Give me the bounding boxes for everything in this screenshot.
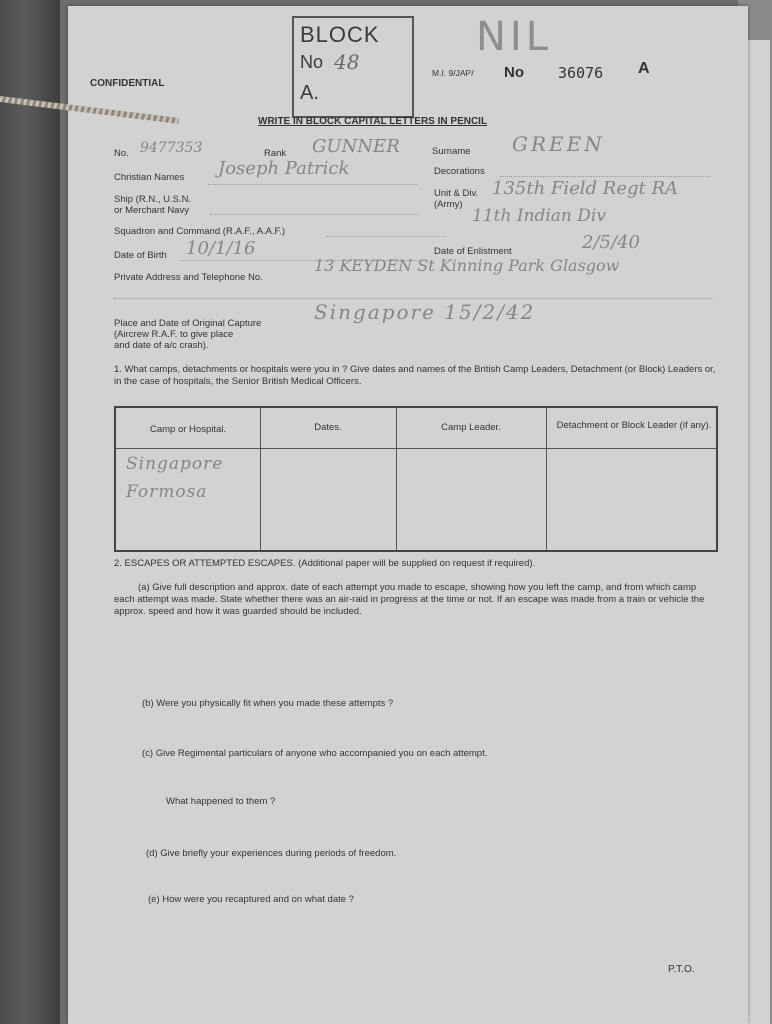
form-suffix: A <box>638 60 650 77</box>
camps-table <box>114 406 718 552</box>
number-label: No <box>504 64 524 81</box>
capture-value: Singapore 15/2/42 <box>314 300 536 324</box>
ship-label-1: Ship (R.N., U.S.N. <box>114 194 192 205</box>
table-header-detachment: Detachment or Block Leader (if any). <box>556 420 712 431</box>
ship-rule <box>210 214 420 215</box>
dob-label: Date of Birth <box>114 250 167 261</box>
decorations-rule <box>500 176 710 177</box>
rank-value: GUNNER <box>312 136 400 157</box>
address-value: 13 KEYDEN St Kinning Park Glasgow <box>314 256 620 275</box>
mi-reference: M.I. 9/JAP/ <box>432 68 474 78</box>
question-2e: (e) How were you recaptured and on what date ? <box>148 894 354 905</box>
unit-value-1: 135th Field Regt RA <box>492 178 679 199</box>
address-rule <box>114 298 714 299</box>
unit-label-1: Unit & Div. <box>434 188 479 199</box>
christian-names-rule <box>208 184 418 185</box>
unit-value-2: 11th Indian Div <box>472 206 606 226</box>
block-number: 48 <box>334 50 360 74</box>
confidential-label: CONFIDENTIAL <box>90 78 165 89</box>
table-header-dates: Dates. <box>314 422 342 433</box>
table-divider <box>546 408 547 550</box>
dob-value: 10/1/16 <box>186 238 256 259</box>
enlistment-value: 2/5/40 <box>582 232 640 253</box>
question-2: 2. ESCAPES OR ATTEMPTED ESCAPES. (Additional paper will be supplied on request if required). <box>114 558 536 569</box>
block-letter: A. <box>300 82 319 104</box>
form-sheet <box>68 6 748 1024</box>
surname-label: Surname <box>432 146 471 157</box>
table-entry: Singapore <box>126 454 224 474</box>
block-no-label: No <box>300 52 324 72</box>
block-stamp <box>292 16 414 118</box>
christian-names-label: Christian Names <box>114 172 185 183</box>
nil-annotation: NIL <box>476 14 553 60</box>
capture-label-1: Place and Date of Original Capture <box>114 318 262 329</box>
rank-label: Rank <box>264 148 287 159</box>
binder-cover <box>0 0 60 1024</box>
decorations-label: Decorations <box>434 166 485 177</box>
no-label: No. <box>114 148 129 159</box>
surname-value: GREEN <box>512 132 605 156</box>
question-2c-followup: What happened to them ? <box>166 796 276 807</box>
capture-label-3: and date of a/c crash). <box>114 340 209 351</box>
unit-label-2: (Army) <box>434 199 463 210</box>
capture-label-2: (Aircrew R.A.F. to give place <box>114 329 234 340</box>
question-2b: (b) Were you physically fit when you made these attempts ? <box>142 698 394 709</box>
table-header-rule <box>116 448 716 449</box>
no-value: 9477353 <box>140 140 203 156</box>
question-2a: (a) Give full description and approx. date of each attempt you made to escape, showing how you left the camp, and from which camp each attempt was made. State whether there was an air-raid in progress at the time or not. If an escape was made from a train or vehicle the approx. speed and how it was guarded should be included. <box>114 582 705 617</box>
table-header-camp: Camp or Hospital. <box>149 424 227 435</box>
squadron-rule <box>326 236 446 237</box>
ship-label-2: or Merchant Navy <box>114 205 189 216</box>
christian-names-value: Joseph Patrick <box>218 158 350 179</box>
pto-label: P.T.O. <box>668 964 695 975</box>
pencil-instruction: WRITE IN BLOCK CAPITAL LETTERS IN PENCIL <box>258 116 488 127</box>
block-title: BLOCK <box>300 22 380 47</box>
question-1: 1. What camps, detachments or hospitals were you in ? Give dates and names of the British Camp Leaders, Detachment (or Block) Leaders or, in the case of hospitals, the Senior British Medical Officers. <box>114 364 716 387</box>
question-2d: (d) Give briefly your experiences during periods of freedom. <box>146 848 397 859</box>
table-header-leader: Camp Leader. <box>441 422 501 433</box>
enlistment-label: Date of Enlistment <box>434 246 512 257</box>
table-entry: Formosa <box>126 482 208 502</box>
squadron-label: Squadron and Command (R.A.F., A.A.F.) <box>114 226 286 237</box>
form-number: 36076 <box>558 64 604 82</box>
address-label: Private Address and Telephone No. <box>114 272 263 283</box>
question-2c: (c) Give Regimental particulars of anyone who accompanied you on each attempt. <box>142 748 488 759</box>
